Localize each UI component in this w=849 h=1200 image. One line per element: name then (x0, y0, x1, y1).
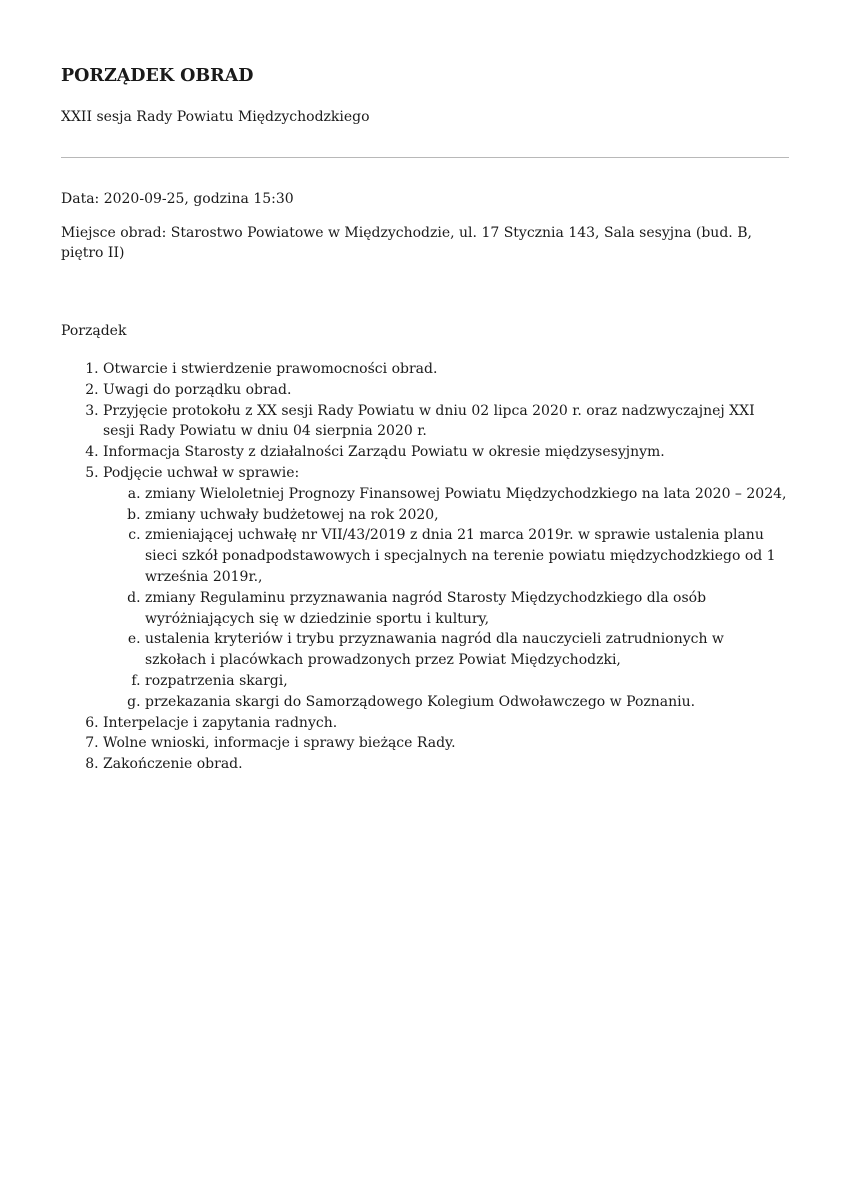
agenda-subitem: f. rozpatrzenia skargi, (145, 671, 789, 692)
agenda-subitem: e. ustalenia kryteriów i trybu przyznawania nagród dla nauczycieli zatrudnionych w szkołach i placówkach prowadzonych przez Powiat Międzychodzki, (145, 629, 789, 671)
agenda-item: 8. Zakończenie obrad. (103, 754, 789, 775)
agenda-subitem: b. zmiany uchwały budżetowej na rok 2020, (145, 505, 789, 526)
agenda-item: 1. Otwarcie i stwierdzenie prawomocności obrad. (103, 359, 789, 380)
agenda-subitem: a. zmiany Wieloletniej Prognozy Finansowej Powiatu Międzychodzkiego na lata 2020 – 2024, (145, 484, 789, 505)
agenda-item: 6. Interpelacje i zapytania radnych. (103, 713, 789, 734)
document-page (61, 62, 789, 775)
document-title: PORZĄDEK OBRAD (61, 66, 254, 86)
meeting-place: Miejsce obrad: Starostwo Powiatowe w Międzychodzie, ul. 17 Stycznia 143, Sala sesyjna (bud. B, piętro II) (61, 225, 752, 261)
agenda-list (61, 359, 789, 775)
session-subtitle: XXII sesja Rady Powiatu Międzychodzkiego (61, 109, 370, 125)
agenda-subitem: c. zmieniającej uchwałę nr VII/43/2019 z dnia 21 marca 2019r. w sprawie ustalenia planu sieci szkół ponadpodstawowych i specjalnych na terenie powiatu międzychodzkiego od 1 września 2019r., (145, 525, 789, 587)
agenda-subitem: g. przekazania skargi do Samorządowego Kolegium Odwoławczego w Poznaniu. (145, 692, 789, 713)
agenda-item: 4. Informacja Starosty z działalności Zarządu Powiatu w okresie międzysesyjnym. (103, 442, 789, 463)
agenda-item: 7. Wolne wnioski, informacje i sprawy bieżące Rady. (103, 733, 789, 754)
divider-line (61, 157, 789, 158)
resolution-sublist (103, 484, 789, 713)
agenda-heading: Porządek (61, 323, 127, 339)
agenda-item: 3. Przyjęcie protokołu z XX sesji Rady Powiatu w dniu 02 lipca 2020 r. oraz nadzwyczajnej XXI sesji Rady Powiatu w dniu 04 sierpnia 2020 r. (103, 401, 789, 443)
agenda-item: 5. Podjęcie uchwał w sprawie: a. zmiany Wieloletniej Prognozy Finansowej Powiatu Międzychodzkiego na lata 2020 – 2024, b. zmiany uchwały budżetowej na rok 2020, c. zmieniającej uchwałę nr VII/43/2019 z dnia 21 marca 2019r. w sprawie ustalenia planu sieci szkół ponadpodstawowych i specjalnych na terenie powiatu międzychodzkiego od 1 września 2019r., d. zmiany Regulaminu przyznawania nagród Starosty Międzychodzkiego dla osób wyróżniających się w dziedzinie sportu i kultury, e. ustalenia kryteriów i trybu przyznawania nagród dla nauczycieli zatrudnionych w szkołach i placówkach prowadzonych przez Powiat Międzychodzki, f. rozpatrzenia skargi, g. przekazania skargi do Samorządowego Kolegium Odwoławczego w Poznaniu. (103, 463, 789, 713)
agenda-item: 2. Uwagi do porządku obrad. (103, 380, 789, 401)
meeting-date: Data: 2020-09-25, godzina 15:30 (61, 191, 294, 207)
agenda-subitem: d. zmiany Regulaminu przyznawania nagród Starosty Międzychodzkiego dla osób wyróżniających się w dziedzinie sportu i kultury, (145, 588, 789, 630)
